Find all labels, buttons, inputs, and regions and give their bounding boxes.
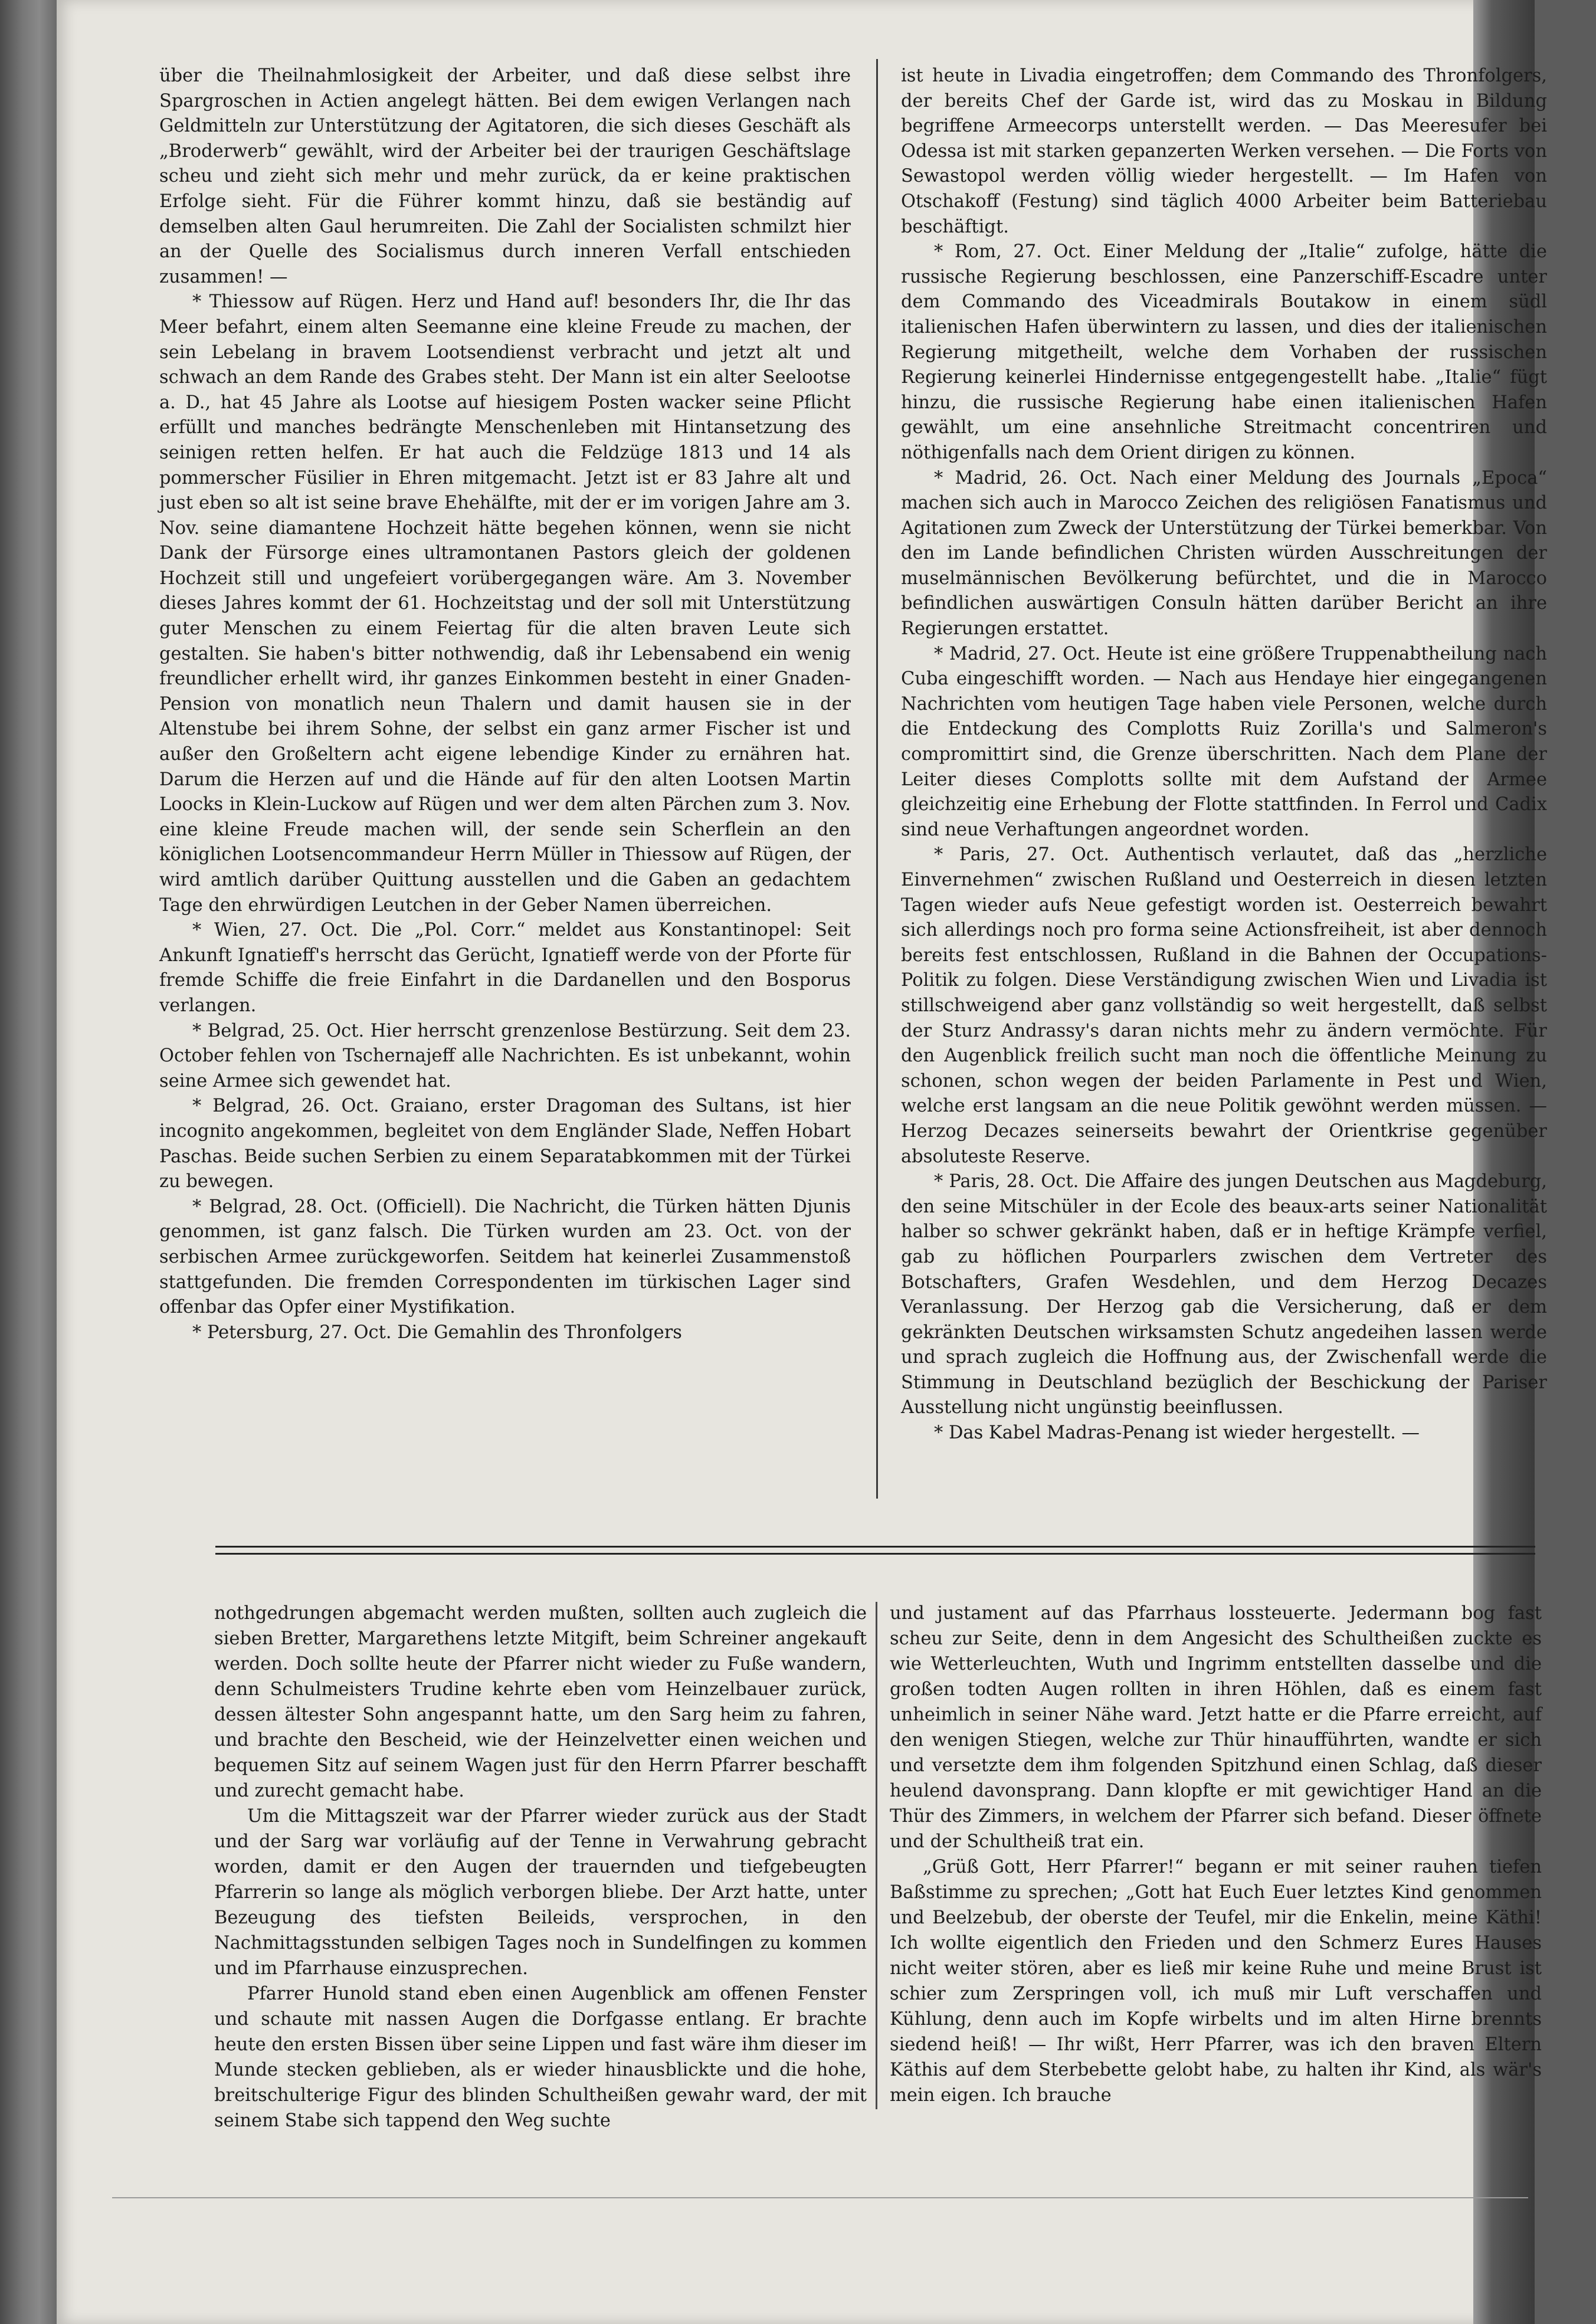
feuilleton-column-left (214, 1601, 867, 2133)
news-item-madrid-27: * Madrid, 27. Oct. Heute ist eine größere Truppenabtheilung nach Cuba eingeschifft worden. — Nach aus Hendaye hier eingegangenen Nachrichten vom heutigen Tage haben viele Personen, welche durch die Entdeckung des Complotts Ruiz Zorilla's und Salmeron's compromittirt sind, die Grenze überschritten. Nach dem Plane der Leiter dieses Complotts sollte mit dem Aufstand der Armee gleichzeitig eine Erhebung der Flotte stattfinden. In Ferrol und Cadix sind neue Verhaftungen angeordnet worden. (901, 643, 1547, 840)
story-paragraph: nothgedrungen abgemacht werden mußten, sollten auch zugleich die sieben Bretter, Margarethens letzte Mitgift, beim Schreiner angekauft werden. Doch sollte heute der Pfarrer nicht wieder zu Fuße wandern, denn Schulmeisters Trudine kehrte eben vom Heinzelbauer zurück, dessen ältester Sohn angespannt hatte, um den Sarg heim zu fahren, und brachte den Bescheid, wie der Heinzelvetter einen weichen und bequemen Sitz auf seinem Wagen just für den Herrn Pfarrer beschafft und zurecht gemacht habe. (214, 1603, 867, 1801)
news-item-thiessow: * Thiessow auf Rügen. Herz und Hand auf! besonders Ihr, die Ihr das Meer befahrt, einem alten Seemanne eine kleine Freude zu machen, der sein Lebelang in bravem Lootsendienst verbracht und jetzt alt und schwach an dem Rande des Grabes steht. Der Mann ist ein alter Seelootse a. D., hat 45 Jahre als Lootse auf hiesigem Posten wacker seine Pflicht erfüllt und manches bedrängte Menschenleben mit Hintansetzung des seinigen retten helfen. Er hat auch die Feldzüge 1813 und 14 als pommerscher Füsilier in Ehren mitgemacht. Jetzt ist er 83 Jahre alt und just eben so alt ist seine brave Ehehälfte, mit der er im vorigen Jahre am 3. Nov. seine diamantene Hochzeit hätte begehen können, wenn sie nicht Dank der Fürsorge eines ultramontanen Pastors gleich der goldenen Hochzeit still und ungefeiert vorübergegangen wäre. Am 3. November dieses Jahres kommt der 61. Hochzeitstag und der soll mit Unterstützung guter Menschen zu einem Feiertag für die alten braven Leute sich gestalten. Sie haben's bitter nothwendig, daß ihr Lebensabend ein wenig freundlicher erhellt wird, ihr ganzes Einkommen besteht in einer Gnaden-Pension von monatlich neun Thalern und damit hausen sie in der Altenstube bei ihrem Sohne, der selbst ein ganz armer Fischer ist und außer den Großeltern acht eigene lebendige Kinder zu ernähren hat. Darum die Herzen auf und die Hände auf für den alten Lootsen Martin Loocks in Klein-Luckow auf Rügen und wer dem alten Pärchen zum 3. Nov. eine kleine Freude machen will, der sende sein Scherflein an den königlichen Lootsencommandeur Herrn Müller in Thiessow auf Rügen, der wird amtlich darüber Quittung ausstellen und die Gaben an gedachtem Tage den ehrwürdigen Leutchen in der Geber Namen überreichen. (159, 291, 851, 916)
news-item-petersburg: * Petersburg, 27. Oct. Die Gemahlin des Thronfolgers (192, 1322, 682, 1343)
news-item-rom: * Rom, 27. Oct. Einer Meldung der „Italie“ zufolge, hätte die russische Regierung beschlossen, eine Panzerschiff-Escadre unter dem Commando des Viceadmirals Boutakow in einem südl italienischen Hafen überwintern zu lassen, und dies der italienischen Regierung mitgetheilt, welche dem Vorhaben der russischen Regierung keinerlei Hindernisse entgegengestellt habe. „Italie“ fügt hinzu, die russische Regierung habe einen italienischen Hafen gewählt, um eine ansehnliche Streitmacht concentriren und nöthigenfalls nach dem Orient dirigen zu können. (901, 241, 1547, 463)
news-column-right (901, 64, 1547, 1446)
section-divider (215, 1546, 1535, 1555)
column-divider-top (876, 59, 878, 1499)
news-item-paris-28: * Paris, 28. Oct. Die Affaire des jungen Deutschen aus Magdeburg, den seine Mitschüler in der Ecole des beaux-arts seiner Nationalität halber so schwer gekränkt haben, daß er in heftige Krämpfe verfiel, gab zu höflichen Pourparlers zwischen dem Vertreter des Botschafters, Grafen Wesdehlen, und dem Herzog Decazes Veranlassung. Der Herzog gab die Versicherung, daß er dem gekränkten Deutschen wirksamsten Schutz angedeihen lassen werde und sprach zugleich die Hoffnung aus, der Zwischenfall werde die Stimmung in Deutschland bezüglich der Beschickung der Pariser Ausstellung nicht ungünstig beeinflussen. (901, 1171, 1547, 1418)
news-column-left (159, 64, 851, 1345)
news-paragraph: ist heute in Livadia eingetroffen; dem Commando des Thronfolgers, der bereits Chef der Garde ist, wird das zu Moskau in Bildung begriffene Armeecorps unterstellt werden. — Das Meeresufer bei Odessa ist mit starken gepanzerten Werken versehen. — Die Forts von Sewastopol werden völlig wieder hergestellt. — Im Hafen von Otschakoff (Festung) sind täglich 4000 Arbeiter beim Batteriebau beschäftigt. (901, 65, 1547, 237)
news-item-kabel: * Das Kabel Madras-Penang ist wieder hergestellt. — (934, 1422, 1420, 1444)
book-binding (0, 0, 57, 2324)
news-item-belgrad-26: * Belgrad, 26. Oct. Graiano, erster Dragoman des Sultans, ist hier incognito angekommen, begleitet von dem Engländer Slade, Neffen Hobart Paschas. Beide suchen Serbien zu einem Separatabkommen mit der Türkei zu bewegen. (159, 1096, 851, 1192)
news-item-paris-27: * Paris, 27. Oct. Authentisch verlautet, daß das „herzliche Einvernehmen“ zwischen Rußland und Oesterreich in diesen letzten Tagen wieder aufs Neue gefestigt worden ist. Oesterreich bewahrt sich allerdings noch pro forma seine Actionsfreiheit, ist aber dennoch bereits fest entschlossen, Rußland in die Bahnen der Occupations-Politik zu folgen. Diese Verständigung zwischen Wien und Livadia ist stillschweigend aber ganz vollständig so weit hergestellt, daß selbst der Sturz Andrassy's daran nichts mehr zu ändern vermöchte. Für den Augenblick freilich sucht man noch die öffentliche Meinung zu schonen, schon wegen der beiden Parlamente in Pest und Wien, welche erst langsam an die neue Politik gewöhnt werden müssen. — Herzog Decazes seinerseits bewahrt der Orientkrise gegenüber absoluteste Reserve. (901, 844, 1547, 1167)
news-item-belgrad-28: * Belgrad, 28. Oct. (Officiell). Die Nachricht, die Türken hätten Djunis genommen, ist ganz falsch. Die Türken wurden am 23. Oct. von der serbischen Armee zurückgeworfen. Seitdem hat keinerlei Zusammenstoß stattgefunden. Die fremden Correspondenten im türkischen Lager sind offenbar das Opfer einer Mystifikation. (159, 1196, 851, 1318)
column-divider-bottom (876, 1602, 877, 2109)
news-item-madrid-26: * Madrid, 26. Oct. Nach einer Meldung des Journals „Epoca“ machen sich auch in Marocco Zeichen des religiösen Fanatismus und Agitationen zum Zweck der Unterstützung der Türkei bemerkbar. Von den im Lande befindlichen Christen würden Ausschreitungen der muselmännischen Bevölkerung befürchtet, und die in Marocco befindlichen auswärtigen Consuln hätten darüber Bericht an ihre Regierungen erstattet. (901, 467, 1547, 640)
story-paragraph: und justament auf das Pfarrhaus lossteuerte. Jedermann bog fast scheu zur Seite, denn in dem Angesicht des Schultheißen zuckte es wie Wetterleuchten, Wuth und Ingrimm entstellten dasselbe und die großen todten Augen rollten in ihren Höhlen, daß es einem fast unheimlich in seiner Nähe ward. Jetzt hatte er die Pfarre erreicht, auf den wenigen Stiegen, welche zur Thür hinaufführten, wandte er sich und versetzte dem ihm folgenden Spitzhund einen Schlag, daß dieser heulend davonsprang. Dann klopfte er mit gewichtiger Hand an die Thür des Zimmers, in welchem der Pfarrer sich befand. Dieser öffnete und der Schultheiß trat ein. (890, 1603, 1542, 1852)
story-paragraph: „Grüß Gott, Herr Pfarrer!“ begann er mit seiner rauhen tiefen Baßstimme zu sprechen; „Gott hat Euch Euer letztes Kind genommen und Beelzebub, der oberste der Teufel, mir die Enkelin, meine Käthi! Ich wollte eigentlich den Frieden und den Schmerz Eures Hauses nicht weiter stören, aber es ließ mir keine Ruhe und meine Brust ist schier zum Zerspringen voll, ich muß mir Luft verschaffen und Kühlung, denn auch im Kopfe wirbelts und im alten Hirne brennts siedend heiß! — Ihr wißt, Herr Pfarrer, was ich den braven Eltern Käthis auf dem Sterbebette gelobt habe, zu halten ihr Kind, als wär's mein eigen. Ich brauche (890, 1857, 1542, 2106)
news-item-belgrad-25: * Belgrad, 25. Oct. Hier herrscht grenzenlose Bestürzung. Seit dem 23. October fehlen von Tschernajeff alle Nachrichten. Es ist unbekannt, wohin seine Armee sich gewendet hat. (159, 1020, 851, 1091)
story-paragraph: Pfarrer Hunold stand eben einen Augenblick am offenen Fenster und schaute mit nassen Augen die Dorfgasse entlang. Er brachte heute den ersten Bissen über seine Lippen und fast wäre ihm dieser im Munde stecken geblieben, als er wieder hinausblickte und die hohe, breitschulterige Figur des blinden Schultheißen gewahr ward, der mit seinem Stabe sich tappend den Weg suchte (214, 1984, 867, 2131)
news-paragraph: über die Theilnahmlosigkeit der Arbeiter, und daß diese selbst ihre Spargroschen in Actien angelegt hätten. Bei dem ewigen Verlangen nach Geldmitteln zur Unterstützung der Agitatoren, die sich dieses Geschäft als „Broderwerb“ gewählt, wird der Arbeiter bei der traurigen Geschäftslage scheu und zieht sich mehr und mehr zurück, da er keine praktischen Erfolge sieht. Für die Führer kommt hinzu, daß sie beständig auf demselben alten Gaul herumreiten. Die Zahl der Socialisten schmilzt hier an der Quelle des Socialismus durch inneren Verfall entschieden zusammen! — (159, 65, 851, 287)
story-paragraph: Um die Mittagszeit war der Pfarrer wieder zurück aus der Stadt und der Sarg war vorläufig auf der Tenne in Verwahrung gebracht worden, damit er den Augen der trauernden und tiefgebeugten Pfarrerin so lange als möglich verborgen bliebe. Der Arzt hatte, unter Bezeugung des tiefsten Beileids, versprochen, in den Nachmittagsstunden selbigen Tages noch in Sundelfingen zu kommen und im Pfarrhause einzusprechen. (214, 1806, 867, 1979)
news-item-wien: * Wien, 27. Oct. Die „Pol. Corr.“ meldet aus Konstantinopel: Seit Ankunft Ignatieff's herrscht das Gerücht, Ignatieff werde von der Pforte für fremde Schiffe die freie Einfahrt in die Dardanellen und den Bosporus verlangen. (159, 920, 851, 1016)
page-footer-line (112, 2197, 1528, 2198)
feuilleton-column-right (890, 1601, 1542, 2108)
